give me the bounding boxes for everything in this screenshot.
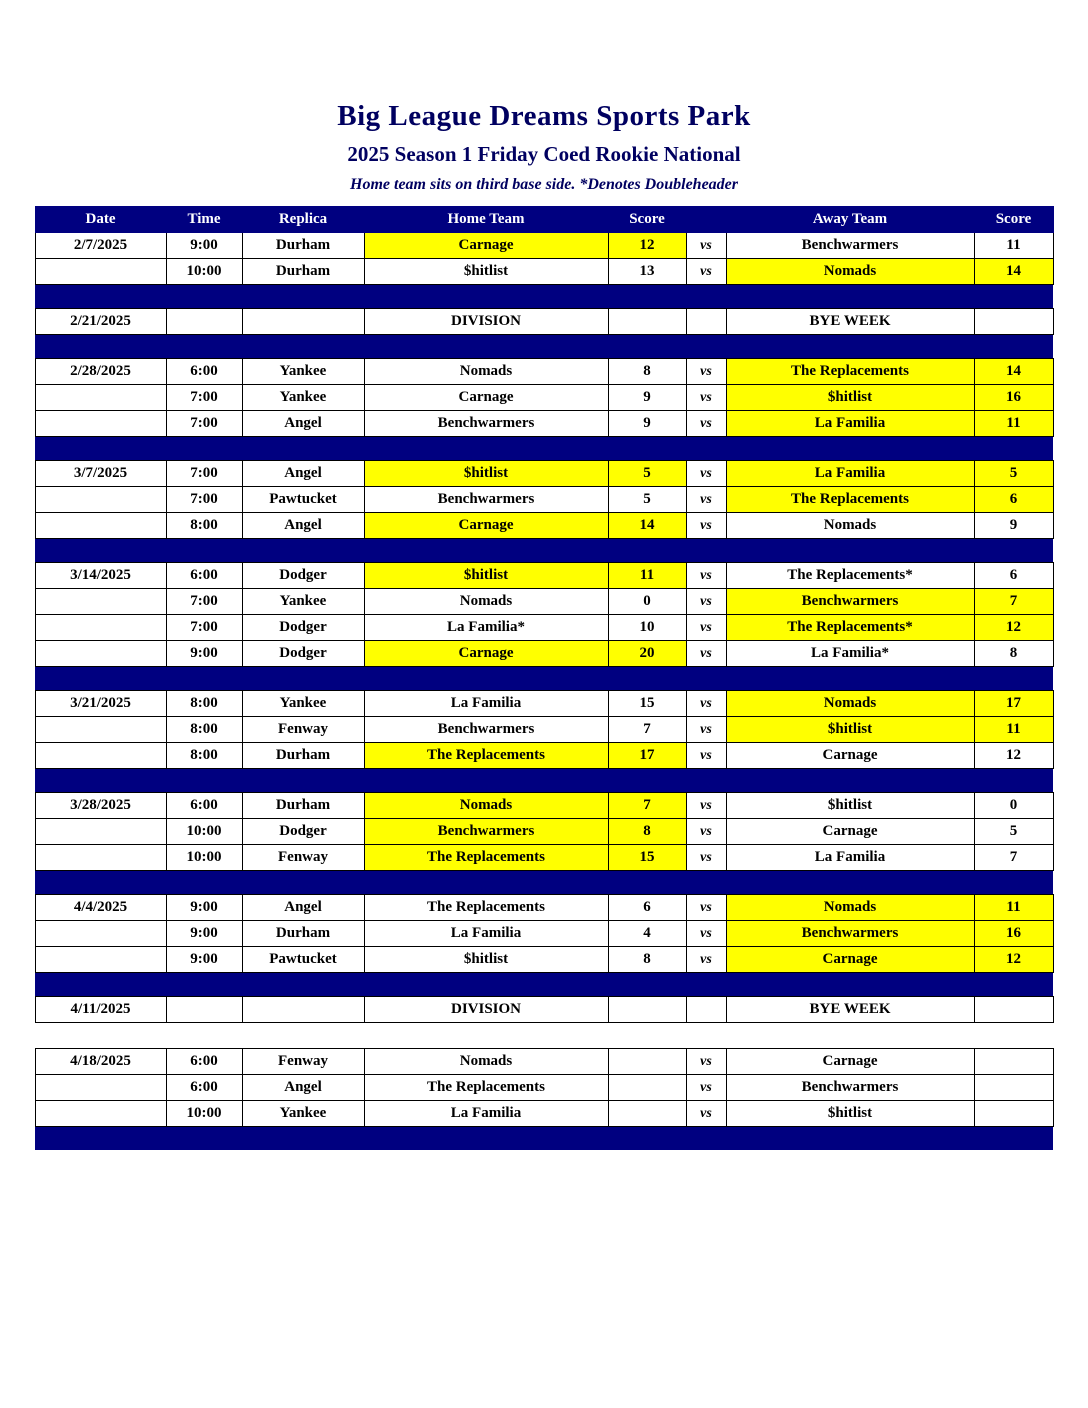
home-team-cell: $hitlist [364, 259, 608, 285]
separator-row [35, 667, 1053, 691]
date-cell [35, 717, 166, 743]
home-score-cell: 5 [608, 461, 686, 487]
away-team-cell: La Familia [726, 411, 974, 437]
away-team-cell: Carnage [726, 947, 974, 973]
vs-cell: vs [686, 845, 726, 871]
away-score-cell: 9 [974, 513, 1053, 539]
time-cell: 10:00 [166, 845, 242, 871]
replica-cell: Yankee [242, 589, 364, 615]
replica-cell: Yankee [242, 385, 364, 411]
replica-cell: Yankee [242, 691, 364, 717]
vs-cell: vs [686, 819, 726, 845]
home-team-cell: Benchwarmers [364, 411, 608, 437]
vs-cell: vs [686, 743, 726, 769]
away-team-cell: Carnage [726, 819, 974, 845]
away-score-cell: 14 [974, 259, 1053, 285]
time-cell: 9:00 [166, 947, 242, 973]
replica-cell [242, 309, 364, 335]
away-team-cell: La Familia [726, 461, 974, 487]
away-score-cell: 11 [974, 895, 1053, 921]
date-cell [35, 1101, 166, 1127]
separator-row [35, 769, 1053, 793]
time-cell: 7:00 [166, 589, 242, 615]
away-team-cell: Nomads [726, 691, 974, 717]
home-team-cell: Nomads [364, 1049, 608, 1075]
home-team-cell: The Replacements [364, 743, 608, 769]
page-title: Big League Dreams Sports Park [337, 100, 751, 132]
away-score-cell [974, 1075, 1053, 1101]
away-team-cell: La Familia* [726, 641, 974, 667]
home-team-cell: La Familia [364, 921, 608, 947]
vs-cell: vs [686, 921, 726, 947]
vs-cell [686, 309, 726, 335]
replica-cell [242, 997, 364, 1023]
away-team-cell: Nomads [726, 259, 974, 285]
separator-bar [35, 973, 1053, 997]
page-subtitle: 2025 Season 1 Friday Coed Rookie National [347, 142, 741, 166]
date-cell [35, 589, 166, 615]
replica-cell: Fenway [242, 845, 364, 871]
home-team-cell: Nomads [364, 793, 608, 819]
date-cell [35, 641, 166, 667]
game-row [35, 411, 1053, 437]
home-score-cell: 7 [608, 717, 686, 743]
separator-bar [35, 871, 1053, 895]
time-cell: 8:00 [166, 743, 242, 769]
vs-cell: vs [686, 895, 726, 921]
time-cell: 6:00 [166, 359, 242, 385]
time-cell: 10:00 [166, 259, 242, 285]
column-header-home-team: Home Team [364, 207, 608, 233]
home-team-cell: Benchwarmers [364, 717, 608, 743]
vs-cell: vs [686, 563, 726, 589]
away-team-cell: $hitlist [726, 793, 974, 819]
date-cell [35, 513, 166, 539]
away-score-cell: 5 [974, 819, 1053, 845]
home-team-cell: $hitlist [364, 563, 608, 589]
replica-cell: Pawtucket [242, 487, 364, 513]
time-cell: 6:00 [166, 1049, 242, 1075]
page-note: Home team sits on third base side. *Denotes Doubleheader [350, 176, 738, 193]
away-score-cell [974, 997, 1053, 1023]
away-score-cell: 12 [974, 615, 1053, 641]
replica-cell: Durham [242, 259, 364, 285]
game-row [35, 513, 1053, 539]
separator-row [35, 973, 1053, 997]
away-score-cell: 12 [974, 947, 1053, 973]
gap-bar [35, 1023, 1053, 1049]
away-team-cell: Nomads [726, 895, 974, 921]
vs-cell: vs [686, 717, 726, 743]
table-body [35, 233, 1053, 1151]
replica-cell: Dodger [242, 819, 364, 845]
game-row [35, 259, 1053, 285]
home-score-cell: 4 [608, 921, 686, 947]
away-score-cell: 11 [974, 411, 1053, 437]
home-team-cell: La Familia [364, 1101, 608, 1127]
home-score-cell: 8 [608, 947, 686, 973]
date-cell: 4/11/2025 [35, 997, 166, 1023]
replica-cell: Dodger [242, 641, 364, 667]
separator-row [35, 871, 1053, 895]
replica-cell: Fenway [242, 717, 364, 743]
game-row [35, 1101, 1053, 1127]
home-score-cell: 9 [608, 385, 686, 411]
vs-cell: vs [686, 615, 726, 641]
away-team-cell: The Replacements [726, 487, 974, 513]
replica-cell: Pawtucket [242, 947, 364, 973]
home-score-cell: 11 [608, 563, 686, 589]
away-score-cell: 0 [974, 793, 1053, 819]
home-score-cell: 15 [608, 845, 686, 871]
home-score-cell: 9 [608, 411, 686, 437]
column-header-time: Time [166, 207, 242, 233]
time-cell [166, 997, 242, 1023]
time-cell: 7:00 [166, 487, 242, 513]
home-score-cell [608, 309, 686, 335]
separator-bar [35, 769, 1053, 793]
vs-cell: vs [686, 641, 726, 667]
home-team-cell: La Familia [364, 691, 608, 717]
vs-cell: vs [686, 259, 726, 285]
time-cell: 6:00 [166, 793, 242, 819]
replica-cell: Yankee [242, 359, 364, 385]
replica-cell: Durham [242, 793, 364, 819]
away-score-cell [974, 1049, 1053, 1075]
vs-cell: vs [686, 1075, 726, 1101]
replica-cell: Dodger [242, 563, 364, 589]
vs-cell: vs [686, 411, 726, 437]
date-cell [35, 411, 166, 437]
replica-cell: Durham [242, 743, 364, 769]
home-team-cell: Benchwarmers [364, 487, 608, 513]
away-team-cell: The Replacements [726, 359, 974, 385]
home-score-cell: 10 [608, 615, 686, 641]
home-score-cell: 6 [608, 895, 686, 921]
table-header [35, 207, 1053, 233]
game-row [35, 819, 1053, 845]
away-score-cell: 14 [974, 359, 1053, 385]
date-cell [35, 743, 166, 769]
time-cell: 7:00 [166, 411, 242, 437]
replica-cell: Durham [242, 233, 364, 259]
game-row [35, 615, 1053, 641]
away-score-cell: 16 [974, 921, 1053, 947]
vs-cell: vs [686, 691, 726, 717]
vs-cell: vs [686, 461, 726, 487]
date-cell: 2/28/2025 [35, 359, 166, 385]
vs-cell: vs [686, 589, 726, 615]
home-score-cell: 17 [608, 743, 686, 769]
date-cell: 3/7/2025 [35, 461, 166, 487]
away-team-cell: The Replacements* [726, 563, 974, 589]
time-cell: 8:00 [166, 513, 242, 539]
away-team-cell: $hitlist [726, 385, 974, 411]
replica-cell: Angel [242, 513, 364, 539]
time-cell: 9:00 [166, 233, 242, 259]
home-score-cell: 14 [608, 513, 686, 539]
home-team-cell: Carnage [364, 513, 608, 539]
time-cell: 7:00 [166, 461, 242, 487]
away-score-cell: 5 [974, 461, 1053, 487]
time-cell: 9:00 [166, 895, 242, 921]
home-score-cell: 8 [608, 359, 686, 385]
replica-cell: Angel [242, 461, 364, 487]
home-team-cell: The Replacements [364, 845, 608, 871]
vs-cell: vs [686, 513, 726, 539]
home-score-cell: 15 [608, 691, 686, 717]
time-cell: 8:00 [166, 691, 242, 717]
time-cell: 10:00 [166, 1101, 242, 1127]
home-score-cell [608, 1101, 686, 1127]
vs-cell: vs [686, 793, 726, 819]
home-team-cell: Carnage [364, 233, 608, 259]
game-row [35, 1075, 1053, 1101]
away-score-cell: 7 [974, 589, 1053, 615]
time-cell: 9:00 [166, 641, 242, 667]
date-cell [35, 921, 166, 947]
vs-cell: vs [686, 947, 726, 973]
game-row [35, 233, 1053, 259]
away-score-cell: 11 [974, 717, 1053, 743]
home-score-cell: 7 [608, 793, 686, 819]
home-score-cell: 5 [608, 487, 686, 513]
date-cell: 3/28/2025 [35, 793, 166, 819]
away-team-cell: Benchwarmers [726, 921, 974, 947]
time-cell [166, 309, 242, 335]
date-cell [35, 845, 166, 871]
home-score-cell [608, 1075, 686, 1101]
away-team-cell: BYE WEEK [726, 309, 974, 335]
replica-cell: Angel [242, 1075, 364, 1101]
separator-row [35, 539, 1053, 563]
vs-cell: vs [686, 233, 726, 259]
schedule-table [35, 206, 1054, 1150]
vs-cell [686, 997, 726, 1023]
game-row [35, 589, 1053, 615]
away-team-cell: Nomads [726, 513, 974, 539]
time-cell: 7:00 [166, 385, 242, 411]
separator-row [35, 437, 1053, 461]
replica-cell: Durham [242, 921, 364, 947]
time-cell: 9:00 [166, 921, 242, 947]
separator-row [35, 285, 1053, 309]
game-row [35, 385, 1053, 411]
time-cell: 10:00 [166, 819, 242, 845]
away-team-cell: Carnage [726, 743, 974, 769]
vs-cell: vs [686, 359, 726, 385]
home-score-cell [608, 1049, 686, 1075]
away-team-cell: Benchwarmers [726, 589, 974, 615]
column-header-vs [686, 207, 726, 233]
away-score-cell: 6 [974, 563, 1053, 589]
separator-bar [35, 539, 1053, 563]
home-team-cell: Nomads [364, 589, 608, 615]
home-team-cell: Nomads [364, 359, 608, 385]
column-header-replica: Replica [242, 207, 364, 233]
separator-bar [35, 667, 1053, 691]
division-row [35, 997, 1053, 1023]
replica-cell: Angel [242, 895, 364, 921]
date-cell [35, 385, 166, 411]
date-cell: 3/14/2025 [35, 563, 166, 589]
date-cell [35, 947, 166, 973]
date-cell [35, 487, 166, 513]
away-score-cell: 8 [974, 641, 1053, 667]
away-team-cell: Benchwarmers [726, 233, 974, 259]
home-score-cell: 13 [608, 259, 686, 285]
separator-bar [35, 335, 1053, 359]
date-cell: 3/21/2025 [35, 691, 166, 717]
away-team-cell: The Replacements* [726, 615, 974, 641]
time-cell: 6:00 [166, 1075, 242, 1101]
column-header-home-score: Score [608, 207, 686, 233]
away-score-cell [974, 309, 1053, 335]
separator-bar [35, 285, 1053, 309]
replica-cell: Dodger [242, 615, 364, 641]
header-block [0, 0, 1088, 194]
home-team-cell: DIVISION [364, 309, 608, 335]
away-score-cell: 6 [974, 487, 1053, 513]
time-cell: 6:00 [166, 563, 242, 589]
away-score-cell: 16 [974, 385, 1053, 411]
home-team-cell: DIVISION [364, 997, 608, 1023]
column-header-away-team: Away Team [726, 207, 974, 233]
home-team-cell: Carnage [364, 385, 608, 411]
home-team-cell: La Familia* [364, 615, 608, 641]
home-team-cell: The Replacements [364, 1075, 608, 1101]
game-row [35, 359, 1053, 385]
game-row [35, 641, 1053, 667]
away-score-cell: 7 [974, 845, 1053, 871]
division-row [35, 309, 1053, 335]
home-score-cell: 12 [608, 233, 686, 259]
away-score-cell [974, 1101, 1053, 1127]
game-row [35, 1049, 1053, 1075]
game-row [35, 691, 1053, 717]
date-cell [35, 259, 166, 285]
home-team-cell: $hitlist [364, 947, 608, 973]
game-row [35, 461, 1053, 487]
game-row [35, 717, 1053, 743]
away-team-cell: $hitlist [726, 717, 974, 743]
away-team-cell: La Familia [726, 845, 974, 871]
away-score-cell: 12 [974, 743, 1053, 769]
home-team-cell: The Replacements [364, 895, 608, 921]
home-score-cell: 20 [608, 641, 686, 667]
game-row [35, 487, 1053, 513]
replica-cell: Yankee [242, 1101, 364, 1127]
column-header-away-score: Score [974, 207, 1053, 233]
game-row [35, 895, 1053, 921]
time-cell: 8:00 [166, 717, 242, 743]
date-cell: 4/18/2025 [35, 1049, 166, 1075]
gap-row [35, 1023, 1053, 1049]
away-team-cell: BYE WEEK [726, 997, 974, 1023]
date-cell: 2/7/2025 [35, 233, 166, 259]
game-row [35, 947, 1053, 973]
game-row [35, 845, 1053, 871]
header-row [35, 207, 1053, 233]
home-team-cell: $hitlist [364, 461, 608, 487]
vs-cell: vs [686, 1049, 726, 1075]
away-team-cell: $hitlist [726, 1101, 974, 1127]
game-row [35, 743, 1053, 769]
separator-bar [35, 1127, 1053, 1151]
date-cell: 4/4/2025 [35, 895, 166, 921]
vs-cell: vs [686, 1101, 726, 1127]
date-cell [35, 1075, 166, 1101]
vs-cell: vs [686, 487, 726, 513]
game-row [35, 793, 1053, 819]
away-team-cell: Carnage [726, 1049, 974, 1075]
separator-row [35, 1127, 1053, 1151]
replica-cell: Angel [242, 411, 364, 437]
replica-cell: Fenway [242, 1049, 364, 1075]
date-cell [35, 615, 166, 641]
column-header-date: Date [35, 207, 166, 233]
time-cell: 7:00 [166, 615, 242, 641]
home-score-cell: 8 [608, 819, 686, 845]
vs-cell: vs [686, 385, 726, 411]
home-team-cell: Benchwarmers [364, 819, 608, 845]
away-score-cell: 11 [974, 233, 1053, 259]
game-row [35, 563, 1053, 589]
home-team-cell: Carnage [364, 641, 608, 667]
home-score-cell: 0 [608, 589, 686, 615]
date-cell [35, 819, 166, 845]
game-row [35, 921, 1053, 947]
home-score-cell [608, 997, 686, 1023]
away-team-cell: Benchwarmers [726, 1075, 974, 1101]
separator-bar [35, 437, 1053, 461]
date-cell: 2/21/2025 [35, 309, 166, 335]
away-score-cell: 17 [974, 691, 1053, 717]
separator-row [35, 335, 1053, 359]
